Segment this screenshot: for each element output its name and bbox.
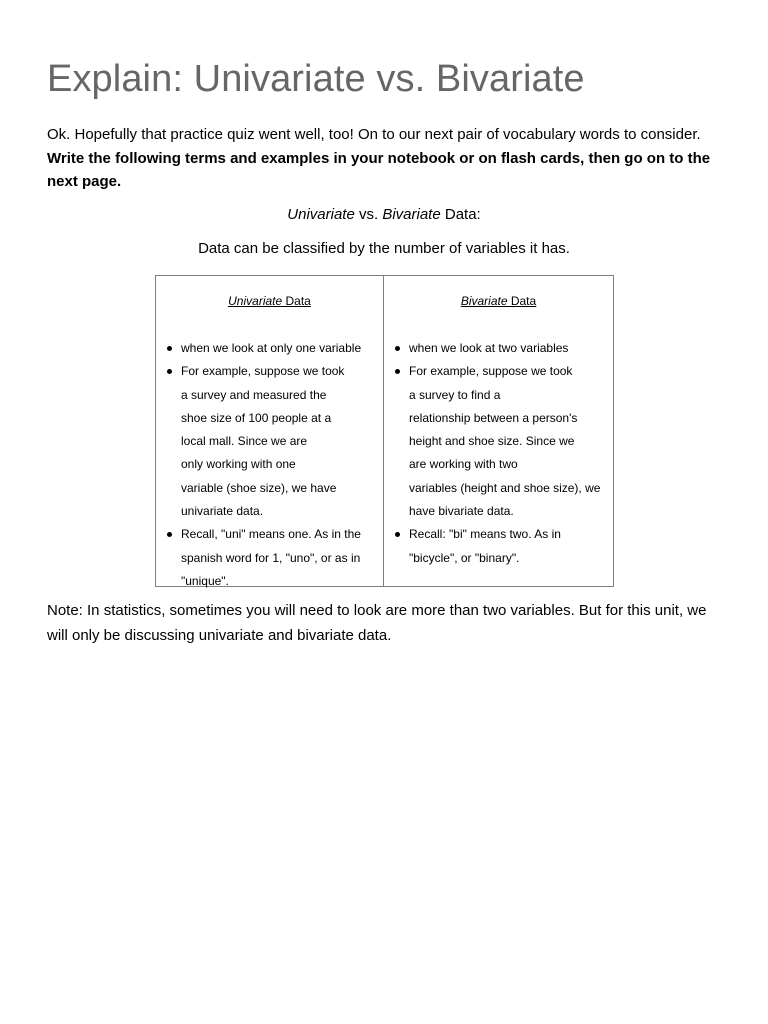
subtitle-suffix: Data: [440,206,481,223]
bivariate-column [384,276,613,586]
comparison-table [155,275,614,587]
univariate-list [156,337,383,593]
list-item-line: Recall, "uni" means one. As in the [181,527,361,542]
list-item-line: a survey and measured the [181,387,327,402]
intro-sentence: Ok. Hopefully that practice quiz went well, too! On to our next pair of vocabulary words to consider. [47,126,701,143]
classification-statement: Data can be classified by the number of variables it has. [198,240,570,257]
list-item-line: only working with one [181,457,296,472]
bivariate-list [384,337,613,570]
list-item-line: For example, suppose we took [409,364,573,379]
bivariate-column-heading [384,276,613,326]
intro-instruction: Write the following terms and examples in your notebook or on flash cards, then go on to the next page. [47,149,711,190]
list-item-line: variables (height and shoe size), we [409,480,601,495]
list-item-line: when we look at two variables [409,341,569,355]
list-item-line: are working with two [409,457,518,472]
list-item-line: Recall: "bi" means two. As in [409,527,561,542]
subtitle-vs: vs. [354,206,383,223]
list-item [384,360,613,523]
list-item [384,337,613,360]
subtitle-term-univariate: Univariate [287,206,355,223]
bivariate-heading-term: Bivariate [460,294,508,308]
note-paragraph: Note: In statistics, sometimes you will need to look are more than two variables. But for this unit, we will only be discussing univariate and bivariate data. [47,602,707,644]
list-item-line: height and shoe size. Since we [409,434,575,449]
univariate-column [156,276,384,586]
subtitle-term-bivariate: Bivariate [382,206,441,223]
bivariate-heading-suffix: Data [507,294,537,308]
section-subtitle [47,206,721,223]
page-title: Explain: Univariate vs. Bivariate [47,58,585,100]
univariate-column-heading [156,276,383,326]
list-item-line: have bivariate data. [409,504,514,519]
list-item-line: spanish word for 1, "uno", or as in [181,550,361,565]
list-item-line: For example, suppose we took [181,364,345,379]
list-item-line: a survey to find a [409,387,501,402]
list-item-line: variable (shoe size), we have [181,480,337,495]
list-item-line: when we look at only one variable [181,341,362,355]
list-item [156,337,383,360]
list-item-line: univariate data. [181,504,264,519]
list-item [156,523,383,593]
list-item-line: "bicycle", or "binary". [409,550,520,565]
list-item-line: shoe size of 100 people at a [181,410,332,425]
intro-text [47,123,727,194]
list-item-line: local mall. Since we are [181,434,308,449]
list-item [156,360,383,523]
list-item-line: "unique". [181,573,229,588]
univariate-heading-term: Univariate [228,294,283,308]
list-item [384,523,613,570]
univariate-heading-suffix: Data [282,294,311,308]
list-item-line: relationship between a person's [409,410,578,425]
